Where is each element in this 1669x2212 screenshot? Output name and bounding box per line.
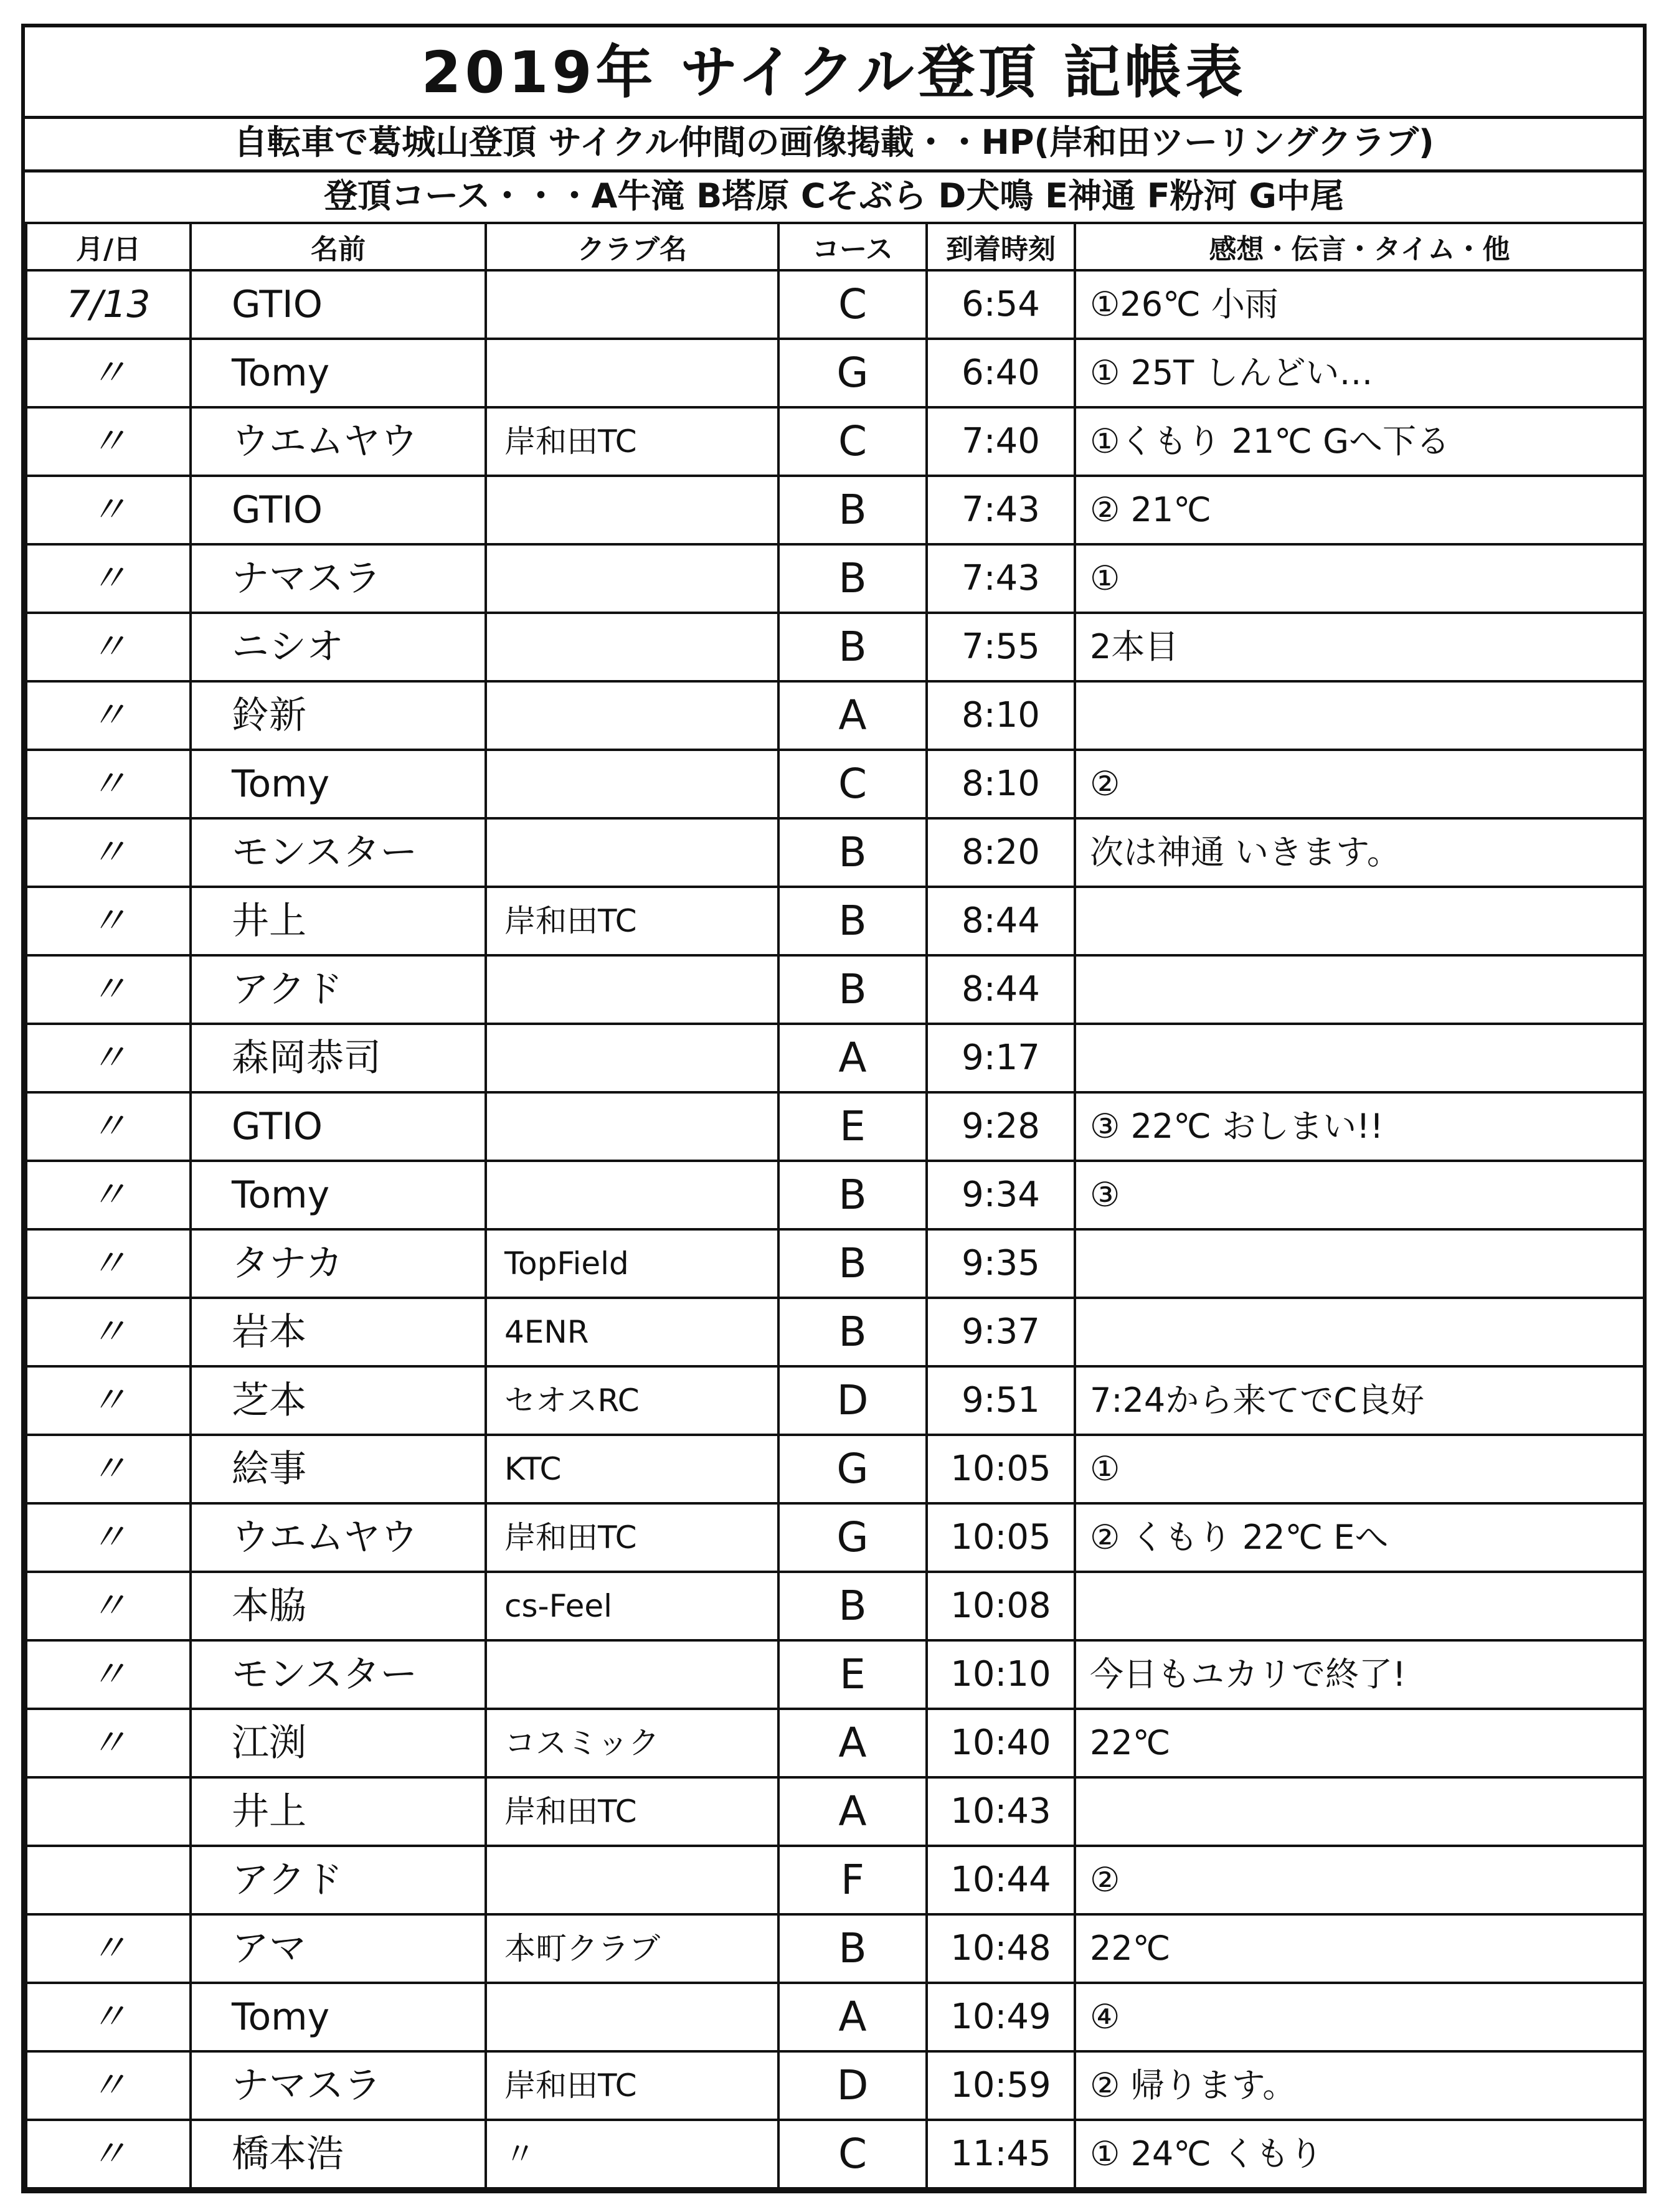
cell-date: [26, 1846, 191, 1914]
cell-course: F: [778, 1846, 927, 1914]
cell-course: C: [778, 270, 927, 339]
cell-club: コスミック: [486, 1709, 778, 1777]
cell-time: 8:20: [927, 818, 1075, 887]
cell-date: 〃: [26, 887, 191, 955]
cell-note: ② くもり 22℃ Eへ: [1075, 1503, 1644, 1572]
course-legend: 登頂コース・・・A牛滝 B塔原 Cそぶら D犬鳴 E神通 F粉河 G中尾: [324, 176, 1344, 215]
cell-club: [486, 955, 778, 1024]
cell-name: アクド: [191, 1846, 486, 1914]
cell-name: 江渕: [191, 1709, 486, 1777]
table-row: [26, 887, 1644, 955]
cell-time: 10:10: [927, 1640, 1075, 1709]
cell-course: B: [778, 613, 927, 681]
cell-club: [486, 339, 778, 407]
cell-club: KTC: [486, 1435, 778, 1503]
cell-note: 2本目: [1075, 613, 1644, 681]
cell-club: 本町クラブ: [486, 1914, 778, 1983]
cell-time: 7:43: [927, 544, 1075, 613]
cell-note: ① 25T しんどい…: [1075, 339, 1644, 407]
cell-note: [1075, 1024, 1644, 1092]
cell-date: 〃: [26, 1024, 191, 1092]
cell-club: TopField: [486, 1229, 778, 1298]
cell-date: 〃: [26, 1503, 191, 1572]
cell-note: ③: [1075, 1161, 1644, 1229]
cell-time: 10:05: [927, 1435, 1075, 1503]
table-row: [26, 1229, 1644, 1298]
cell-club: [486, 1846, 778, 1914]
table-row: [26, 544, 1644, 613]
cell-club: 岸和田TC: [486, 1503, 778, 1572]
cell-note: [1075, 681, 1644, 750]
header-time: 到着時刻: [927, 223, 1075, 270]
cell-name: アクド: [191, 955, 486, 1024]
cell-date: [26, 1777, 191, 1846]
cell-date: 〃: [26, 681, 191, 750]
cell-time: 7:55: [927, 613, 1075, 681]
cell-time: 10:48: [927, 1914, 1075, 1983]
cell-note: 7:24から来てでC良好: [1075, 1366, 1644, 1435]
cell-time: 9:28: [927, 1092, 1075, 1161]
cell-name: Tomy: [191, 339, 486, 407]
cell-note: ② 21℃: [1075, 476, 1644, 544]
table-row: [26, 1914, 1644, 1983]
cell-name: 鈴新: [191, 681, 486, 750]
cell-time: 6:54: [927, 270, 1075, 339]
cell-course: A: [778, 1024, 927, 1092]
cell-date: 〃: [26, 339, 191, 407]
table-row: [26, 1503, 1644, 1572]
cell-course: C: [778, 750, 927, 818]
cell-time: 10:44: [927, 1846, 1075, 1914]
cell-date: 〃: [26, 2051, 191, 2120]
cell-note: [1075, 1777, 1644, 1846]
cell-club: [486, 1640, 778, 1709]
cell-note: 今日もユカリで終了!: [1075, 1640, 1644, 1709]
cell-time: 8:44: [927, 887, 1075, 955]
table-row: [26, 1366, 1644, 1435]
cell-name: 本脇: [191, 1572, 486, 1640]
table-row: [26, 270, 1644, 339]
cell-course: G: [778, 1503, 927, 1572]
cell-date: 〃: [26, 476, 191, 544]
cell-club: 4ENR: [486, 1298, 778, 1366]
cell-date: 7/13: [26, 270, 191, 339]
table-row: [26, 1161, 1644, 1229]
cell-time: 10:40: [927, 1709, 1075, 1777]
cell-note: 次は神通 いきます。: [1075, 818, 1644, 887]
cell-time: 9:17: [927, 1024, 1075, 1092]
cell-name: 森岡恭司: [191, 1024, 486, 1092]
cell-note: [1075, 1572, 1644, 1640]
table-row: [26, 613, 1644, 681]
cell-club: [486, 818, 778, 887]
cell-date: 〃: [26, 544, 191, 613]
cell-club: [486, 750, 778, 818]
cell-time: 10:05: [927, 1503, 1075, 1572]
cell-note: [1075, 1229, 1644, 1298]
cell-club: [486, 270, 778, 339]
cell-time: 8:10: [927, 681, 1075, 750]
cell-date: 〃: [26, 1298, 191, 1366]
table-row: [26, 339, 1644, 407]
cell-course: B: [778, 544, 927, 613]
cell-date: 〃: [26, 1092, 191, 1161]
header-row: [26, 223, 1644, 270]
cell-course: G: [778, 1435, 927, 1503]
cell-time: 9:37: [927, 1298, 1075, 1366]
cell-name: ウエムヤウ: [191, 1503, 486, 1572]
cell-time: 10:08: [927, 1572, 1075, 1640]
cell-name: 井上: [191, 887, 486, 955]
header-name: 名前: [191, 223, 486, 270]
header-club: クラブ名: [486, 223, 778, 270]
cell-name: ウエムヤウ: [191, 407, 486, 476]
cell-date: 〃: [26, 1640, 191, 1709]
cell-course: B: [778, 1914, 927, 1983]
cell-note: [1075, 1298, 1644, 1366]
cell-note: ②: [1075, 750, 1644, 818]
cell-name: 芝本: [191, 1366, 486, 1435]
cell-note: ③ 22℃ おしまい!!: [1075, 1092, 1644, 1161]
cell-course: A: [778, 1709, 927, 1777]
cell-club: cs-Feel: [486, 1572, 778, 1640]
cell-club: 岸和田TC: [486, 407, 778, 476]
cell-note: ② 帰ります。: [1075, 2051, 1644, 2120]
cell-name: GTIO: [191, 476, 486, 544]
table-row: [26, 1092, 1644, 1161]
cell-course: A: [778, 1983, 927, 2051]
table-row: [26, 1709, 1644, 1777]
table-row: [26, 955, 1644, 1024]
cell-time: 7:40: [927, 407, 1075, 476]
cell-name: ニシオ: [191, 613, 486, 681]
cell-course: E: [778, 1092, 927, 1161]
cell-name: 井上: [191, 1777, 486, 1846]
cell-name: ナマスラ: [191, 544, 486, 613]
cell-time: 9:51: [927, 1366, 1075, 1435]
cell-date: 〃: [26, 1572, 191, 1640]
cell-date: 〃: [26, 750, 191, 818]
header-course: コース: [778, 223, 927, 270]
log-table: [25, 222, 1645, 2190]
cell-note: ① 24℃ くもり: [1075, 2120, 1644, 2188]
cell-time: 11:45: [927, 2120, 1075, 2188]
cell-note: 22℃: [1075, 1914, 1644, 1983]
cell-time: 10:43: [927, 1777, 1075, 1846]
cell-course: A: [778, 1777, 927, 1846]
cell-note: ①: [1075, 1435, 1644, 1503]
cell-time: 9:34: [927, 1161, 1075, 1229]
header-note: 感想・伝言・タイム・他: [1075, 223, 1644, 270]
cell-date: 〃: [26, 407, 191, 476]
cell-club: [486, 544, 778, 613]
log-sheet: [21, 24, 1647, 2193]
cell-course: B: [778, 476, 927, 544]
cell-name: モンスター: [191, 818, 486, 887]
cell-course: G: [778, 339, 927, 407]
table-row: [26, 476, 1644, 544]
cell-name: タナカ: [191, 1229, 486, 1298]
cell-note: ②: [1075, 1846, 1644, 1914]
cell-course: B: [778, 955, 927, 1024]
log-rows: [26, 270, 1644, 2188]
cell-name: GTIO: [191, 270, 486, 339]
cell-club: セオスRC: [486, 1366, 778, 1435]
cell-time: 8:44: [927, 955, 1075, 1024]
cell-time: 10:49: [927, 1983, 1075, 2051]
cell-course: D: [778, 1366, 927, 1435]
sheet-title: 2019年 サイクル登頂 記帳表: [421, 39, 1247, 106]
table-row: [26, 2051, 1644, 2120]
cell-date: 〃: [26, 2120, 191, 2188]
cell-club: [486, 476, 778, 544]
cell-date: 〃: [26, 1983, 191, 2051]
cell-course: C: [778, 407, 927, 476]
cell-note: 22℃: [1075, 1709, 1644, 1777]
cell-time: 9:35: [927, 1229, 1075, 1298]
cell-time: 7:43: [927, 476, 1075, 544]
cell-date: 〃: [26, 1914, 191, 1983]
cell-date: 〃: [26, 613, 191, 681]
cell-name: 岩本: [191, 1298, 486, 1366]
header-date: 月/日: [26, 223, 191, 270]
table-row: [26, 1846, 1644, 1914]
cell-time: 6:40: [927, 339, 1075, 407]
cell-date: 〃: [26, 1161, 191, 1229]
table-row: [26, 1024, 1644, 1092]
cell-name: 絵事: [191, 1435, 486, 1503]
cell-club: 岸和田TC: [486, 1777, 778, 1846]
cell-course: B: [778, 1161, 927, 1229]
cell-time: 10:59: [927, 2051, 1075, 2120]
cell-name: モンスター: [191, 1640, 486, 1709]
cell-club: 〃: [486, 2120, 778, 2188]
cell-course: D: [778, 2051, 927, 2120]
table-row: [26, 818, 1644, 887]
sheet-subtitle: 自転車で葛城山登頂 サイクル仲間の画像掲載・・HP(岸和田ツーリングクラブ): [234, 123, 1434, 162]
table-row: [26, 1298, 1644, 1366]
cell-club: [486, 613, 778, 681]
table-row: [26, 750, 1644, 818]
cell-time: 8:10: [927, 750, 1075, 818]
table-row: [26, 407, 1644, 476]
cell-date: 〃: [26, 1366, 191, 1435]
table-row: [26, 1435, 1644, 1503]
table-row: [26, 2120, 1644, 2188]
cell-course: A: [778, 681, 927, 750]
cell-club: [486, 1983, 778, 2051]
cell-name: アマ: [191, 1914, 486, 1983]
cell-course: B: [778, 818, 927, 887]
cell-note: [1075, 887, 1644, 955]
cell-course: B: [778, 1298, 927, 1366]
table-row: [26, 1983, 1644, 2051]
cell-name: Tomy: [191, 1983, 486, 2051]
table-row: [26, 1640, 1644, 1709]
cell-date: 〃: [26, 955, 191, 1024]
table-row: [26, 1572, 1644, 1640]
cell-name: Tomy: [191, 750, 486, 818]
cell-club: 岸和田TC: [486, 2051, 778, 2120]
cell-date: 〃: [26, 1709, 191, 1777]
cell-date: 〃: [26, 1229, 191, 1298]
cell-club: [486, 1161, 778, 1229]
table-row: [26, 681, 1644, 750]
cell-date: 〃: [26, 818, 191, 887]
cell-note: ①26℃ 小雨: [1075, 270, 1644, 339]
cell-name: GTIO: [191, 1092, 486, 1161]
cell-note: ①くもり 21℃ Gへ下る: [1075, 407, 1644, 476]
cell-course: E: [778, 1640, 927, 1709]
cell-course: B: [778, 887, 927, 955]
cell-name: 橋本浩: [191, 2120, 486, 2188]
cell-course: C: [778, 2120, 927, 2188]
cell-club: [486, 1024, 778, 1092]
cell-course: B: [778, 1229, 927, 1298]
cell-note: ①: [1075, 544, 1644, 613]
cell-name: Tomy: [191, 1161, 486, 1229]
cell-club: [486, 681, 778, 750]
cell-course: B: [778, 1572, 927, 1640]
cell-note: [1075, 955, 1644, 1024]
cell-note: ④: [1075, 1983, 1644, 2051]
cell-date: 〃: [26, 1435, 191, 1503]
cell-name: ナマスラ: [191, 2051, 486, 2120]
table-row: [26, 1777, 1644, 1846]
cell-club: 岸和田TC: [486, 887, 778, 955]
cell-club: [486, 1092, 778, 1161]
